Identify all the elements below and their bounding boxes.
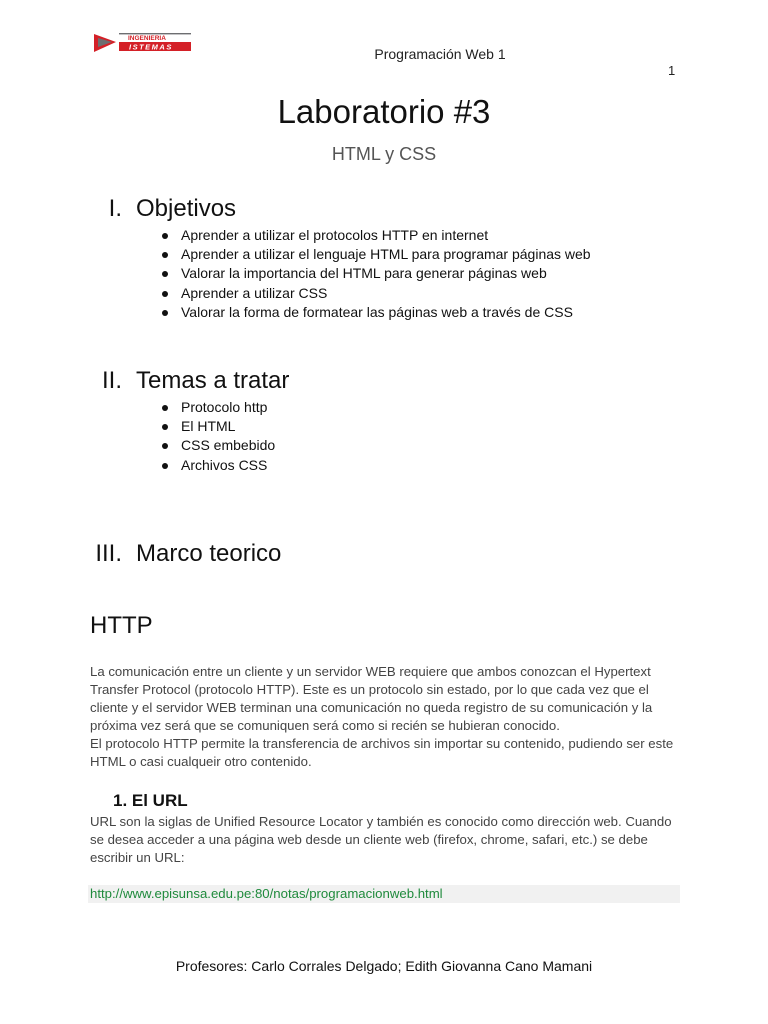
logo-text-bottom: ISTEMAS bbox=[129, 42, 173, 52]
temas-list bbox=[161, 398, 275, 475]
example-url: http://www.episunsa.edu.pe:80/notas/programacionweb.html bbox=[90, 886, 443, 901]
section-title: Marco teorico bbox=[136, 540, 282, 567]
document-title: Laboratorio #3 bbox=[277, 93, 491, 130]
logo-text-top: INGENIERIA bbox=[128, 35, 166, 42]
url-paragraph: URL son la siglas de Unified Resource Locator y también es conocido como dirección web. Cuando se desea acceder a una página web desde un cliente web (firefox, chrome, safari, etc.) se debe escribir un URL: bbox=[90, 814, 672, 865]
footer-professors: Profesores: Carlo Corrales Delgado; Edith Giovanna Cano Mamani bbox=[175, 958, 593, 974]
section-number: III. bbox=[95, 540, 122, 567]
list-item: Valorar la importancia del HTML para generar páginas web bbox=[161, 264, 591, 283]
header-course-title: Programación Web 1 bbox=[374, 46, 506, 62]
list-item: CSS embebido bbox=[161, 436, 275, 455]
section-temas-heading bbox=[101, 367, 290, 395]
section-number: I. bbox=[108, 195, 122, 222]
list-item: Archivos CSS bbox=[161, 456, 275, 475]
list-item: Valorar la forma de formatear las páginas web a través de CSS bbox=[161, 303, 591, 322]
http-paragraph-1: La comunicación entre un cliente y un servidor WEB requiere que ambos conozcan el Hypertext Transfer Protocol (protocolo HTTP). Este es un protocolo sin estado, por lo que cada vez que el cliente y el servidor WEB terminan una comunicación no queda registro de su comunicación y la próxima vez será que se comuniquen será como si recién se hubieran conocido. bbox=[90, 664, 653, 733]
list-item: Aprender a utilizar el lenguaje HTML para programar páginas web bbox=[161, 245, 591, 264]
list-item: Aprender a utilizar el protocolos HTTP en internet bbox=[161, 226, 591, 245]
page-number: 1 bbox=[668, 63, 676, 78]
list-item: Aprender a utilizar CSS bbox=[161, 284, 591, 303]
list-item: Protocolo http bbox=[161, 398, 275, 417]
list-item: El HTML bbox=[161, 417, 275, 436]
section-number: II. bbox=[101, 367, 122, 394]
http-paragraph-2: El protocolo HTTP permite la transferencia de archivos sin importar su contenido, pudiendo ser este HTML o casi cualqueir otro contenido. bbox=[90, 736, 674, 769]
url-subheading: 1. El URL bbox=[113, 791, 188, 810]
objetivos-list bbox=[161, 226, 591, 322]
section-objetivos-heading bbox=[108, 195, 237, 223]
document-subtitle: HTML y CSS bbox=[331, 144, 437, 164]
section-marco-heading bbox=[95, 540, 282, 568]
section-title: Objetivos bbox=[136, 195, 237, 222]
http-heading: HTTP bbox=[90, 612, 153, 639]
section-title: Temas a tratar bbox=[136, 367, 290, 394]
